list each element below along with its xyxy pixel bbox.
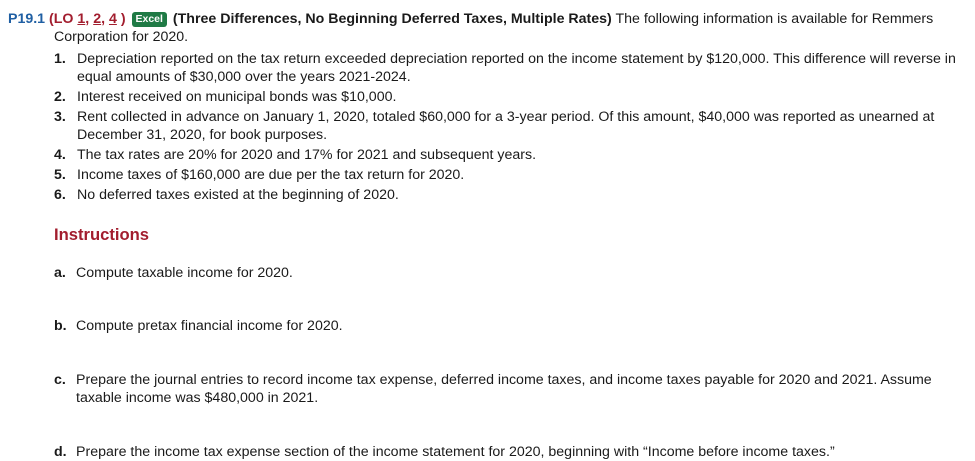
lo-link-1[interactable]: 1 bbox=[77, 11, 86, 27]
facts-list bbox=[54, 50, 966, 206]
fact-number: 1. bbox=[54, 51, 66, 67]
fact-item bbox=[54, 186, 966, 204]
instruction-letter: b. bbox=[54, 318, 67, 334]
fact-text: No deferred taxes existed at the beginning of 2020. bbox=[77, 187, 399, 203]
instruction-text: Prepare the income tax expense section of the income statement for 2020, beginning with “Income before income taxes.” bbox=[76, 444, 835, 460]
problem-intro-continued: Corporation for 2020. bbox=[54, 29, 189, 45]
instruction-item-d bbox=[54, 443, 954, 461]
instructions-heading: Instructions bbox=[54, 225, 150, 244]
fact-number: 2. bbox=[54, 89, 66, 105]
instruction-letter: d. bbox=[54, 444, 67, 460]
fact-item bbox=[54, 50, 966, 86]
problem-title: (Three Differences, No Beginning Deferred Taxes, Multiple Rates) bbox=[172, 11, 612, 27]
instruction-text: Prepare the journal entries to record income tax expense, deferred income taxes, and income taxes payable for 2020 and 2021. Assume taxable income was $480,000 in 2021. bbox=[76, 372, 932, 406]
fact-item bbox=[54, 146, 966, 164]
fact-text: Income taxes of $160,000 are due per the tax return for 2020. bbox=[77, 167, 465, 183]
fact-text: Interest received on municipal bonds was $10,000. bbox=[77, 89, 397, 105]
instruction-item-b bbox=[54, 317, 954, 335]
lo-open: (LO bbox=[49, 11, 78, 27]
instruction-letter: a. bbox=[54, 265, 66, 281]
fact-text: The tax rates are 20% for 2020 and 17% for 2021 and subsequent years. bbox=[77, 147, 537, 163]
fact-number: 6. bbox=[54, 187, 66, 203]
instruction-item-a bbox=[54, 264, 954, 282]
problem-intro: The following information is available for Remmers bbox=[615, 11, 934, 27]
fact-item bbox=[54, 88, 966, 106]
fact-number: 4. bbox=[54, 147, 66, 163]
excel-badge[interactable]: Excel bbox=[132, 12, 167, 27]
fact-text: Rent collected in advance on January 1, 2020, totaled $60,000 for a 3-year period. Of this amount, $40,000 was reported as unearned at December 31, 2020, for book purposes. bbox=[77, 109, 935, 143]
fact-item bbox=[54, 108, 966, 144]
instruction-text: Compute pretax financial income for 2020. bbox=[76, 318, 343, 334]
problem-header bbox=[8, 10, 966, 46]
fact-text: Depreciation reported on the tax return exceeded depreciation reported on the income statement by $120,000. This difference will reverse in equal amounts of $30,000 over the years 2021-2024. bbox=[77, 51, 956, 85]
instruction-text: Compute taxable income for 2020. bbox=[76, 265, 293, 281]
instruction-item-c bbox=[54, 371, 954, 407]
lo-link-2[interactable]: 2 bbox=[93, 11, 102, 27]
problem-number: P19.1 bbox=[8, 11, 46, 27]
lo-close: ) bbox=[120, 11, 126, 27]
fact-number: 3. bbox=[54, 109, 66, 125]
lo-link-4[interactable]: 4 bbox=[108, 11, 117, 27]
fact-item bbox=[54, 166, 966, 184]
instruction-letter: c. bbox=[54, 372, 66, 388]
learning-objectives: (LO 1, 2, 4 ) bbox=[49, 11, 126, 27]
fact-number: 5. bbox=[54, 167, 66, 183]
